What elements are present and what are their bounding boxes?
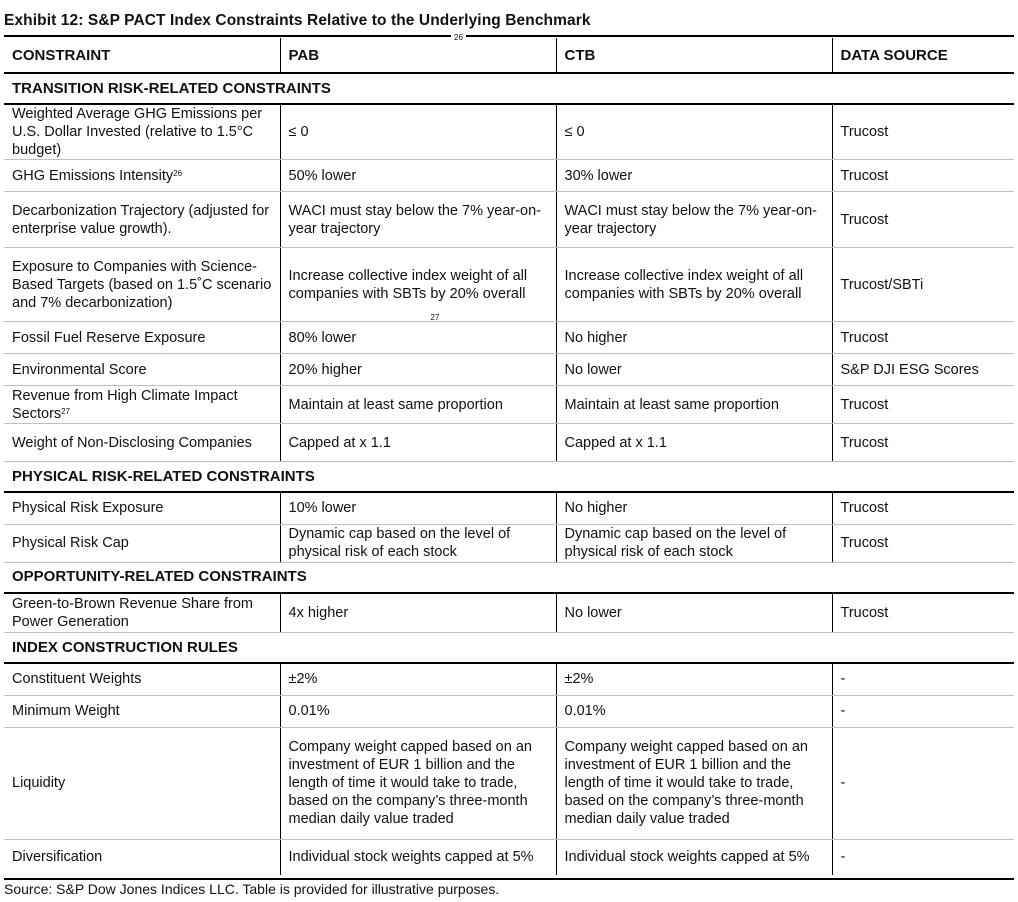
footnote-ref: 27 xyxy=(430,313,440,322)
ctb-cell: Maintain at least same proportion xyxy=(556,386,832,424)
table-row xyxy=(4,492,1014,524)
ctb-cell: No lower xyxy=(556,593,832,633)
ctb-cell: 0.01% xyxy=(556,695,832,727)
source-cell: - xyxy=(832,839,1014,875)
table-row xyxy=(4,354,1014,386)
constraint-cell: Minimum Weight xyxy=(4,695,280,727)
header-data-source: DATA SOURCE xyxy=(832,38,1014,73)
ctb-cell: Capped at x 1.1 xyxy=(556,424,832,462)
ctb-cell: 30% lower xyxy=(556,160,832,192)
constraint-cell xyxy=(4,160,280,192)
section-transition xyxy=(4,73,1014,104)
header-ctb: CTB xyxy=(556,38,832,73)
constraint-cell: Green-to-Brown Revenue Share from Power Generation xyxy=(4,593,280,633)
source-cell: Trucost xyxy=(832,192,1014,248)
pab-text: Increase collective index weight of all companies with SBTs by 20% overall xyxy=(288,267,528,302)
pab-cell: ≤ 0 xyxy=(280,104,556,160)
footnote-ref: 26 xyxy=(173,168,183,178)
pab-cell: ±2% xyxy=(280,663,556,695)
constraint-cell: Environmental Score xyxy=(4,354,280,386)
table-row xyxy=(4,524,1014,562)
pab-cell xyxy=(280,248,556,322)
section-construction xyxy=(4,633,1014,664)
table-row xyxy=(4,104,1014,160)
pab-cell: Capped at x 1.1 xyxy=(280,424,556,462)
table-row xyxy=(4,248,1014,322)
constraint-cell: Decarbonization Trajectory (adjusted for enterprise value growth). xyxy=(4,192,280,248)
ctb-cell: No higher xyxy=(556,492,832,524)
constraint-cell: Exposure to Companies with Science-Based Targets (based on 1.5˚C scenario and 7% decarbonization) xyxy=(4,248,280,322)
footnote-ref: 27 xyxy=(61,406,71,416)
source-cell: Trucost xyxy=(832,524,1014,562)
section-physical xyxy=(4,462,1014,493)
constraint-cell xyxy=(4,386,280,424)
header-constraint: CONSTRAINT xyxy=(4,38,280,73)
section-title: INDEX CONSTRUCTION RULES xyxy=(4,633,1014,664)
table-row xyxy=(4,424,1014,462)
ctb-cell: No lower xyxy=(556,354,832,386)
ctb-cell: ±2% xyxy=(556,663,832,695)
table-bottom-rule xyxy=(4,878,1014,880)
pab-cell: 10% lower xyxy=(280,492,556,524)
constraint-cell: Liquidity xyxy=(4,727,280,839)
footnote-marker: 26 xyxy=(451,33,466,42)
ctb-cell: WACI must stay below the 7% year-on-year trajectory xyxy=(556,192,832,248)
header-row xyxy=(4,38,1014,73)
source-cell: Trucost xyxy=(832,424,1014,462)
section-title: OPPORTUNITY-RELATED CONSTRAINTS xyxy=(4,562,1014,593)
pab-cell: 0.01% xyxy=(280,695,556,727)
constraint-cell: Weighted Average GHG Emissions per U.S. Dollar Invested (relative to 1.5°C budget) xyxy=(4,104,280,160)
table-row xyxy=(4,695,1014,727)
constraint-cell: Physical Risk Cap xyxy=(4,524,280,562)
header-pab: PAB xyxy=(280,38,556,73)
source-cell: Trucost xyxy=(832,160,1014,192)
section-opportunity xyxy=(4,562,1014,593)
source-cell: - xyxy=(832,695,1014,727)
source-cell: Trucost xyxy=(832,492,1014,524)
title-rule xyxy=(4,35,1014,37)
ctb-cell: Company weight capped based on an investment of EUR 1 billion and the length of time it would take to trade, based on the company’s three-month median daily value traded xyxy=(556,727,832,839)
pab-cell: 50% lower xyxy=(280,160,556,192)
exhibit-title: Exhibit 12: S&P PACT Index Constraints Relative to the Underlying Benchmark xyxy=(4,12,591,29)
source-cell: Trucost xyxy=(832,386,1014,424)
section-title: TRANSITION RISK-RELATED CONSTRAINTS xyxy=(4,73,1014,104)
pab-cell: Company weight capped based on an investment of EUR 1 billion and the length of time it would take to trade, based on the company’s three-month median daily value traded xyxy=(280,727,556,839)
source-cell: Trucost xyxy=(832,104,1014,160)
pab-cell: WACI must stay below the 7% year-on-year trajectory xyxy=(280,192,556,248)
constraint-cell: Physical Risk Exposure xyxy=(4,492,280,524)
ctb-cell: Individual stock weights capped at 5% xyxy=(556,839,832,875)
constraint-text: Revenue from High Climate Impact Sectors xyxy=(12,387,238,422)
pab-cell: 20% higher xyxy=(280,354,556,386)
ctb-cell: No higher xyxy=(556,322,832,354)
source-cell: - xyxy=(832,727,1014,839)
table-row xyxy=(4,727,1014,839)
table-row xyxy=(4,386,1014,424)
source-cell: Trucost xyxy=(832,593,1014,633)
source-cell: S&P DJI ESG Scores xyxy=(832,354,1014,386)
table-row xyxy=(4,839,1014,875)
ctb-cell: Dynamic cap based on the level of physical risk of each stock xyxy=(556,524,832,562)
constraint-text: GHG Emissions Intensity xyxy=(12,167,174,184)
source-cell: - xyxy=(832,663,1014,695)
ctb-cell: Increase collective index weight of all companies with SBTs by 20% overall xyxy=(556,248,832,322)
source-cell: Trucost xyxy=(832,322,1014,354)
pab-cell: 80% lower xyxy=(280,322,556,354)
table-row xyxy=(4,663,1014,695)
pab-cell: Individual stock weights capped at 5% xyxy=(280,839,556,875)
table-row xyxy=(4,192,1014,248)
constraint-cell: Diversification xyxy=(12,849,103,866)
constraints-table xyxy=(4,38,1014,875)
section-title: PHYSICAL RISK-RELATED CONSTRAINTS xyxy=(4,462,1014,493)
source-note: Source: S&P Dow Jones Indices LLC. Table is provided for illustrative purposes. xyxy=(4,881,500,897)
table-row xyxy=(4,593,1014,633)
ctb-cell: ≤ 0 xyxy=(556,104,832,160)
source-cell: Trucost/SBTi xyxy=(832,248,1014,322)
pab-cell: 4x higher xyxy=(280,593,556,633)
table-row xyxy=(4,322,1014,354)
constraint-cell: Fossil Fuel Reserve Exposure xyxy=(4,322,280,354)
table-row xyxy=(4,160,1014,192)
constraint-cell: Weight of Non-Disclosing Companies xyxy=(4,424,280,462)
pab-cell: Maintain at least same proportion xyxy=(280,386,556,424)
pab-cell: Dynamic cap based on the level of physical risk of each stock xyxy=(280,524,556,562)
constraint-cell: Constituent Weights xyxy=(4,663,280,695)
